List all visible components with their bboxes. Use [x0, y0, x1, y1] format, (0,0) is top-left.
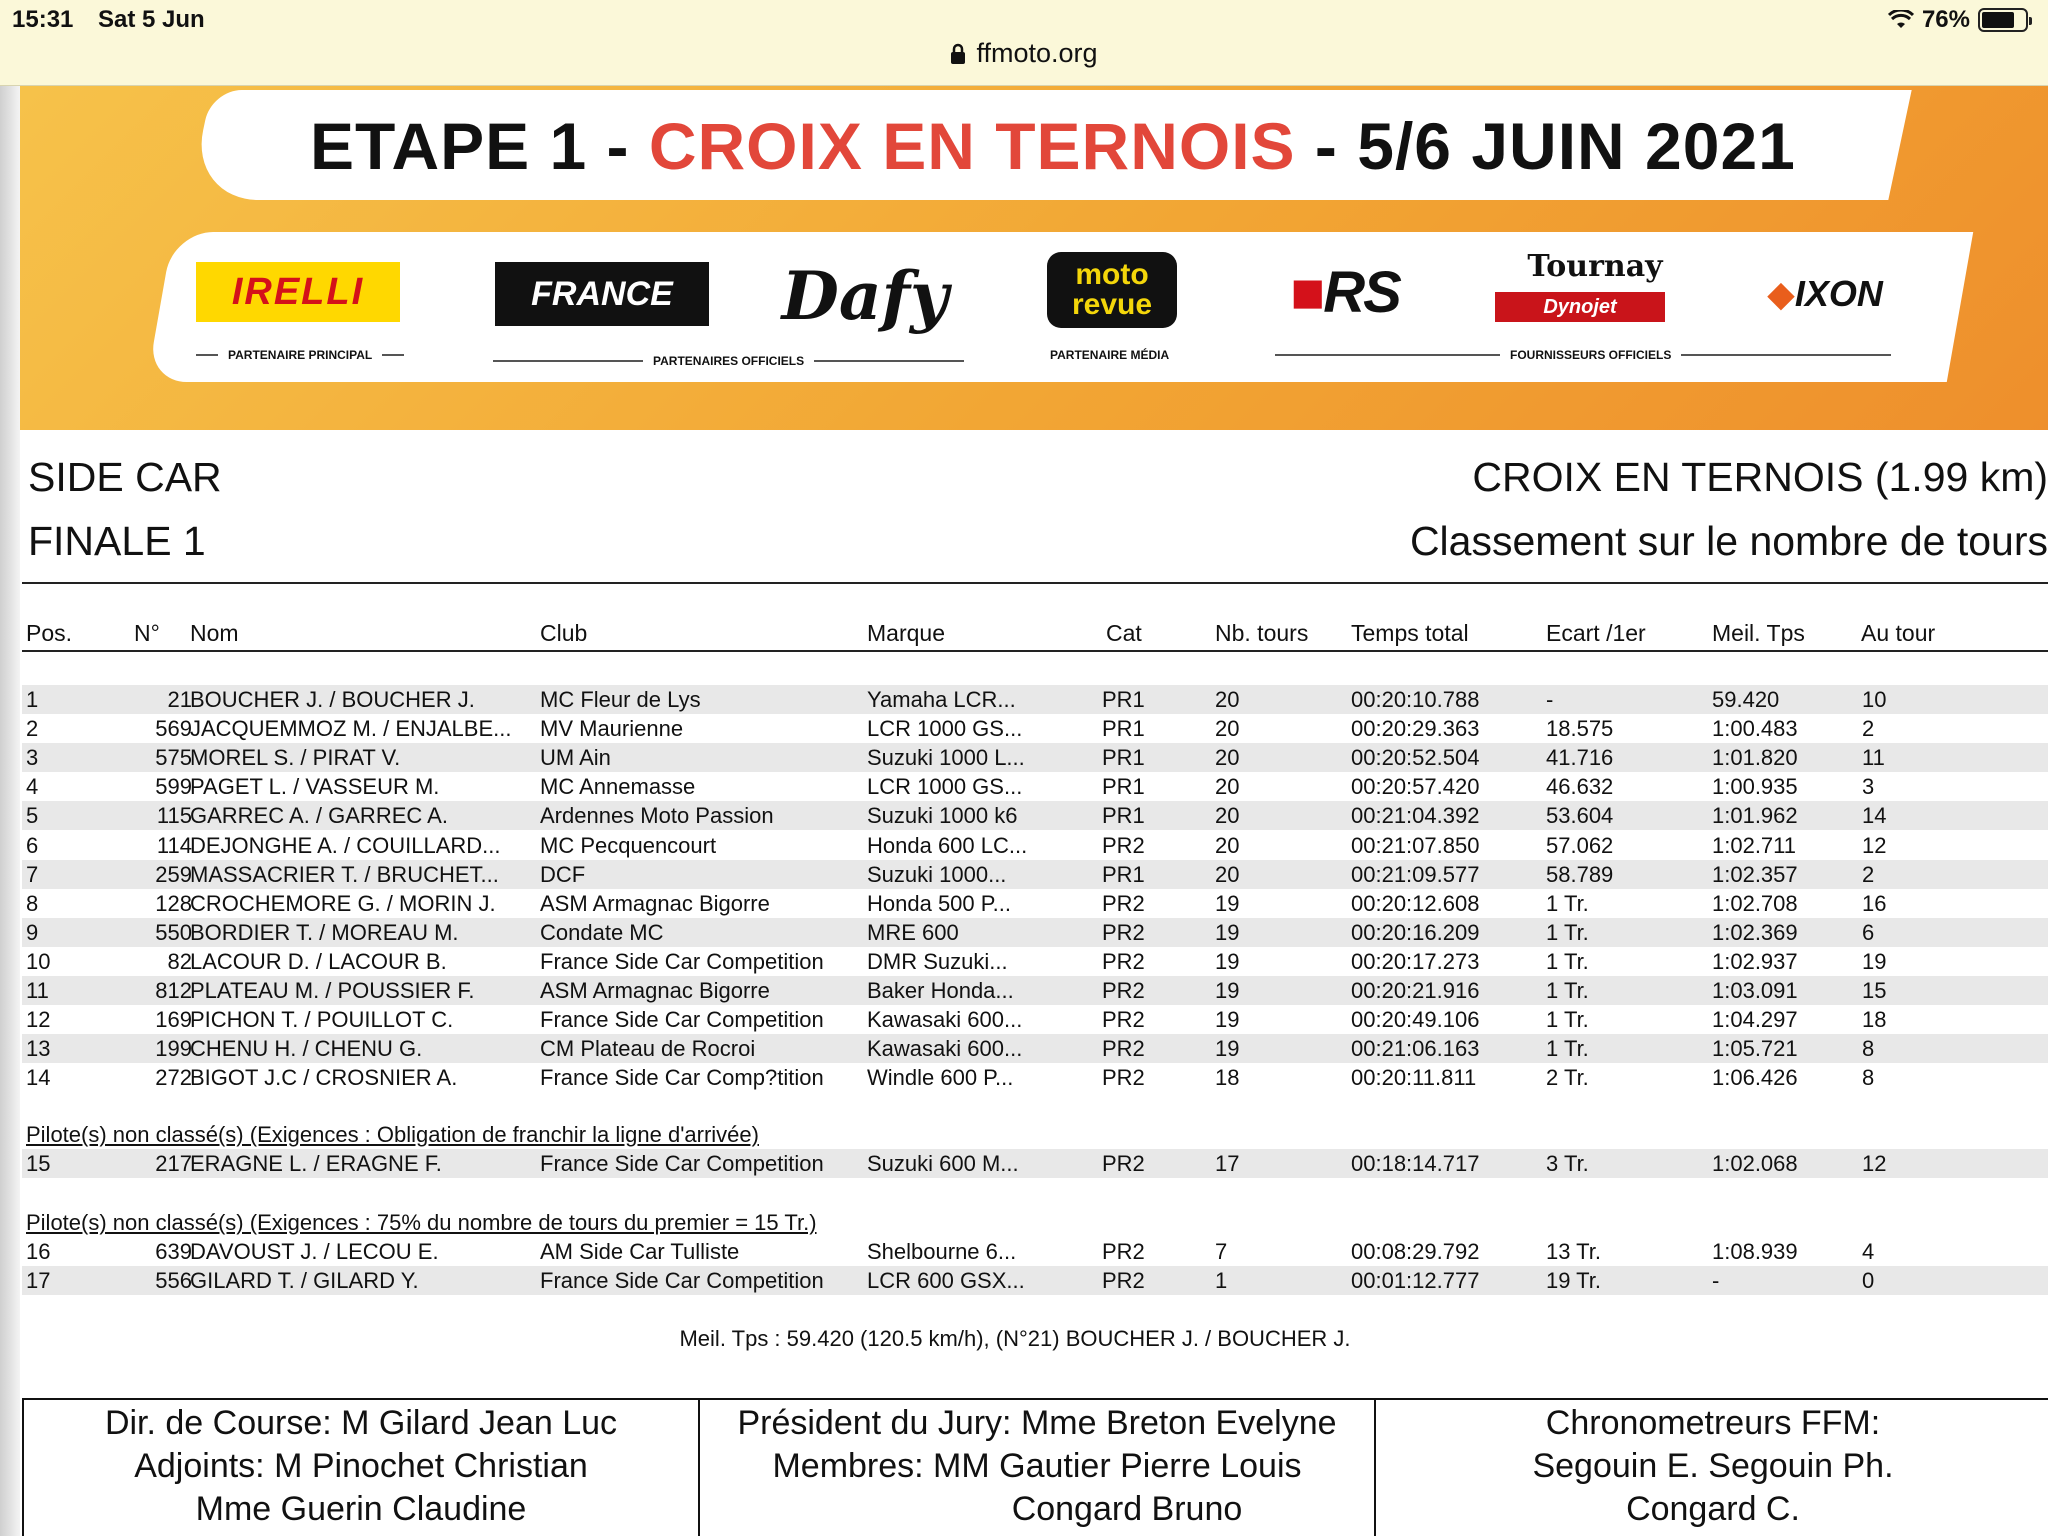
cell-cat: PR1 [1102, 774, 1145, 800]
cell-club: MC Annemasse [540, 774, 696, 800]
cell-ecart: 1 Tr. [1546, 978, 1589, 1003]
cell-nom: GILARD T. / GILARD Y. [190, 1268, 419, 1293]
rs-logo: ■ RS [1290, 259, 1400, 325]
cell-marque: Windle 600 P... [867, 1065, 1014, 1091]
cell-temps: 00:01:12.777 [1351, 1268, 1480, 1293]
cell-num: 21 [167, 687, 192, 712]
col-club: Club [540, 620, 588, 646]
col-tours: Nb. tours [1215, 620, 1309, 646]
cell-tours: 19 [1215, 1036, 1240, 1062]
address-bar[interactable] [0, 38, 2048, 69]
cell-marque: Suzuki 1000... [867, 861, 1007, 887]
france-equipement-logo: FRANCE [495, 262, 709, 326]
cell-cat: PR2 [1102, 919, 1145, 945]
cell-ecart: 19 Tr. [1546, 1268, 1602, 1293]
dynojet-logo: Dynojet [1495, 292, 1665, 322]
col-num: N° [134, 620, 160, 646]
event-banner [20, 86, 2048, 430]
cell-meil: 59.420 [1712, 687, 1780, 712]
cell-temps: 00:21:09.577 [1351, 861, 1480, 887]
col-temps: Temps total [1351, 620, 1469, 646]
table-row [22, 1034, 2048, 1063]
cell-au: 12 [1862, 832, 1887, 858]
cell-cat: PR1 [1102, 861, 1145, 887]
cell-num: 550 [155, 919, 192, 945]
cell-cat: PR2 [1102, 1239, 1145, 1264]
note-not-classified-2: Pilote(s) non classé(s) (Exigences : 75% du nombre de tours du premier = 15 Tr.) [26, 1210, 817, 1235]
dafy-logo: Dafy [781, 257, 949, 335]
cell-pos: 13 [26, 1036, 51, 1062]
cell-ecart: 1 Tr. [1546, 948, 1589, 974]
page-left-edge [0, 86, 20, 1536]
cell-cat: PR2 [1102, 1065, 1145, 1091]
cell-nom: ERAGNE L. / ERAGNE F. [190, 1151, 442, 1176]
caption-fournisseurs: FOURNISSEURS OFFICIELS [1275, 348, 1891, 362]
cell-num: 639 [155, 1239, 192, 1264]
cell-tours: 20 [1215, 687, 1240, 712]
cell-au: 15 [1862, 978, 1887, 1003]
cell-ecart: 2 Tr. [1546, 1065, 1589, 1091]
cell-ecart: 3 Tr. [1546, 1151, 1589, 1176]
table-row [22, 976, 2048, 1005]
cell-au: 12 [1862, 1151, 1887, 1176]
cell-tours: 20 [1215, 745, 1240, 771]
cell-pos: 2 [26, 716, 39, 742]
ixon-logo: ◆ IXON [1767, 273, 1883, 314]
cell-nom: BIGOT J.C / CROSNIER A. [190, 1065, 458, 1091]
cell-nom: PLATEAU M. / POUSSIER F. [190, 978, 475, 1003]
cell-meil: 1:00.935 [1712, 774, 1798, 800]
battery-percent: 76% [1921, 6, 1970, 33]
cell-meil: 1:02.711 [1712, 832, 1797, 858]
cell-pos: 6 [26, 832, 39, 858]
cell-marque: Suzuki 1000 k6 [867, 803, 1018, 829]
wifi-icon [1888, 10, 1914, 30]
cell-temps: 00:20:49.106 [1351, 1007, 1480, 1033]
cell-tours: 17 [1215, 1151, 1240, 1176]
cell-temps: 00:21:04.392 [1351, 803, 1480, 829]
cell-tours: 1 [1215, 1268, 1228, 1293]
cell-club: France Side Car Comp?tition [540, 1065, 824, 1091]
cell-pos: 7 [26, 861, 39, 887]
cell-tours: 20 [1215, 832, 1240, 858]
cell-nom: DEJONGHE A. / COUILLARD... [190, 832, 501, 858]
cell-pos: 12 [26, 1007, 51, 1033]
cell-tours: 18 [1215, 1065, 1240, 1091]
cell-pos: 1 [26, 687, 39, 712]
cell-club: France Side Car Competition [540, 1007, 824, 1033]
cell-meil: 1:05.721 [1712, 1036, 1798, 1062]
caption-principal: PARTENAIRE PRINCIPAL [196, 348, 404, 362]
cell-au: 8 [1862, 1065, 1875, 1091]
cell-num: 115 [156, 803, 192, 829]
cell-nom: PICHON T. / POUILLOT C. [190, 1007, 454, 1033]
cell-num: 114 [156, 832, 192, 858]
cell-nom: MOREL S. / PIRAT V. [190, 745, 401, 771]
col-marque: Marque [867, 620, 945, 646]
cell-marque: Shelbourne 6... [867, 1239, 1017, 1264]
cell-meil: 1:02.369 [1712, 919, 1798, 945]
cell-num: 556 [155, 1268, 192, 1293]
cell-pos: 15 [26, 1151, 51, 1176]
cell-cat: PR2 [1102, 1007, 1145, 1033]
cell-meil: 1:06.426 [1712, 1065, 1798, 1091]
cell-pos: 11 [26, 978, 49, 1003]
best-lap-summary: Meil. Tps : 59.420 (120.5 km/h), (N°21) BOUCHER J. / BOUCHER J. [679, 1326, 1351, 1351]
cell-ecart: 1 Tr. [1546, 1036, 1589, 1062]
cell-ecart: 1 Tr. [1546, 1007, 1589, 1033]
cell-au: 0 [1862, 1268, 1875, 1293]
pirelli-logo: IRELLI [196, 262, 400, 322]
cell-meil: 1:03.091 [1712, 978, 1798, 1003]
cell-num: 569 [155, 716, 192, 742]
col-nom: Nom [190, 620, 239, 646]
cell-marque: LCR 600 GSX... [867, 1268, 1025, 1293]
status-bar [0, 0, 2048, 86]
cell-au: 10 [1862, 687, 1887, 712]
cell-au: 18 [1862, 1007, 1887, 1033]
cell-tours: 20 [1215, 716, 1240, 742]
cell-club: France Side Car Competition [540, 1151, 824, 1176]
col-ecart: Ecart /1er [1546, 620, 1646, 646]
cell-meil: 1:04.297 [1712, 1007, 1798, 1033]
table-row [22, 685, 2048, 714]
cell-num: 128 [155, 890, 192, 916]
cell-num: 812 [155, 978, 192, 1003]
category-title: SIDE CAR [28, 454, 222, 500]
caption-media: PARTENAIRE MÉDIA [1050, 348, 1170, 362]
lock-icon [950, 43, 966, 65]
cell-au: 2 [1862, 716, 1875, 742]
cell-ecart: 53.604 [1546, 803, 1614, 829]
cell-marque: Kawasaki 600... [867, 1036, 1023, 1062]
cell-cat: PR1 [1102, 716, 1145, 742]
cell-club: CM Plateau de Rocroi [540, 1036, 756, 1062]
cell-temps: 00:20:57.420 [1351, 774, 1480, 800]
cell-tours: 7 [1215, 1239, 1228, 1264]
cell-nom: PAGET L. / VASSEUR M. [190, 774, 440, 800]
cell-pos: 8 [26, 890, 39, 916]
cell-meil: 1:02.937 [1712, 948, 1798, 974]
cell-temps: 00:18:14.717 [1351, 1151, 1480, 1176]
cell-temps: 00:08:29.792 [1351, 1239, 1480, 1264]
cell-meil: 1:01.820 [1712, 745, 1798, 771]
cell-ecart: 58.789 [1546, 861, 1614, 887]
cell-marque: Suzuki 600 M... [867, 1151, 1019, 1176]
cell-tours: 19 [1215, 890, 1240, 916]
cell-marque: MRE 600 [867, 919, 959, 945]
cell-nom: BORDIER T. / MOREAU M. [190, 919, 459, 945]
cell-tours: 20 [1215, 803, 1240, 829]
cell-pos: 17 [26, 1268, 51, 1293]
cell-ecart: 41.716 [1546, 745, 1614, 771]
cell-ecart: - [1546, 687, 1554, 712]
table-row [22, 772, 2048, 801]
cell-nom: CROCHEMORE G. / MORIN J. [190, 890, 496, 916]
col-au: Au tour [1861, 620, 1936, 646]
cell-cat: PR1 [1102, 803, 1145, 829]
officials-table [22, 1398, 2048, 1536]
cell-temps: 00:21:07.850 [1351, 832, 1480, 858]
table-row [22, 1063, 2048, 1092]
cell-ecart: 1 Tr. [1546, 890, 1589, 916]
cell-temps: 00:20:17.273 [1351, 948, 1480, 974]
table-row [22, 801, 2048, 830]
cell-cat: PR1 [1102, 687, 1145, 712]
cell-cat: PR2 [1102, 978, 1145, 1003]
cell-ecart: 13 Tr. [1546, 1239, 1602, 1264]
cell-marque: Honda 500 P... [867, 890, 1011, 916]
cell-temps: 00:21:06.163 [1351, 1036, 1480, 1062]
cell-num: 259 [155, 861, 192, 887]
url-text: ffmoto.org [976, 38, 1098, 68]
cell-nom: DAVOUST J. / LECOU E. [190, 1239, 439, 1264]
cell-au: 16 [1862, 890, 1887, 916]
cell-marque: Yamaha LCR... [867, 687, 1016, 712]
cell-temps: 00:20:29.363 [1351, 716, 1480, 742]
cell-nom: BOUCHER J. / BOUCHER J. [190, 687, 475, 712]
cell-club: ASM Armagnac Bigorre [540, 890, 770, 916]
table-row [22, 947, 2048, 976]
caption-officiels: PARTENAIRES OFFICIELS [493, 354, 964, 368]
table-row [22, 918, 2048, 947]
cell-num: 199 [155, 1036, 192, 1062]
header-rule [22, 650, 2048, 652]
cell-club: Condate MC [540, 919, 664, 945]
cell-ecart: 1 Tr. [1546, 919, 1589, 945]
table-row [22, 1237, 2048, 1266]
cell-pos: 5 [26, 803, 39, 829]
cell-marque: Suzuki 1000 L... [867, 745, 1025, 771]
cell-nom: JACQUEMMOZ M. / ENJALBE... [190, 716, 512, 742]
event-title [310, 108, 1796, 184]
title-stage: ETAPE 1 - [310, 109, 649, 183]
cell-meil: 1:02.357 [1712, 861, 1798, 887]
battery-icon [1978, 8, 2028, 32]
table-row [22, 889, 2048, 918]
cell-club: AM Side Car Tulliste [540, 1239, 740, 1264]
cell-ecart: 18.575 [1546, 716, 1614, 742]
cell-cat: PR1 [1102, 745, 1145, 771]
cell-meil: 1:02.068 [1712, 1151, 1798, 1176]
cell-temps: 00:20:11.811 [1351, 1065, 1477, 1091]
results-header [0, 620, 2048, 650]
officials-jury: Président du Jury: Mme Breton Evelyne Membres: MM Gautier Pierre Louis Congard Bruno [700, 1400, 1376, 1536]
moto-revue-logo: moto revue [1047, 252, 1177, 328]
table-row [22, 1149, 2048, 1178]
cell-nom: CHENU H. / CHENU G. [190, 1036, 423, 1062]
cell-pos: 4 [26, 774, 39, 800]
cell-pos: 10 [26, 948, 51, 974]
cell-tours: 19 [1215, 1007, 1240, 1033]
cell-meil: 1:08.939 [1712, 1239, 1798, 1264]
cell-tours: 20 [1215, 774, 1240, 800]
cell-temps: 00:20:52.504 [1351, 745, 1480, 771]
status-time: 15:31 [12, 6, 74, 33]
cell-cat: PR2 [1102, 832, 1145, 858]
race-title: FINALE 1 [28, 518, 206, 564]
cell-cat: PR2 [1102, 890, 1145, 916]
col-pos: Pos. [26, 620, 73, 646]
cell-temps: 00:20:16.209 [1351, 919, 1480, 945]
cell-num: 272 [155, 1065, 192, 1091]
cell-au: 11 [1862, 745, 1885, 771]
cell-tours: 19 [1215, 948, 1240, 974]
table-row [22, 714, 2048, 743]
cell-tours: 19 [1215, 919, 1240, 945]
ranking-title: Classement sur le nombre de tours [1409, 518, 2048, 564]
cell-club: MV Maurienne [540, 716, 684, 742]
cell-nom: MASSACRIER T. / BRUCHET... [190, 861, 499, 887]
cell-au: 2 [1862, 861, 1875, 887]
cell-club: ASM Armagnac Bigorre [540, 978, 770, 1003]
cell-num: 575 [155, 745, 192, 771]
table-row [22, 743, 2048, 772]
cell-pos: 14 [26, 1065, 51, 1091]
cell-num: 82 [167, 948, 192, 974]
cell-num: 599 [155, 774, 192, 800]
cell-marque: LCR 1000 GS... [867, 774, 1023, 800]
cell-tours: 20 [1215, 861, 1240, 887]
cell-cat: PR2 [1102, 1036, 1145, 1062]
cell-temps: 00:20:10.788 [1351, 687, 1480, 712]
cell-au: 4 [1862, 1239, 1875, 1264]
officials-course-direction: Dir. de Course: M Gilard Jean Luc Adjoints: M Pinochet Christian Mme Guerin Claudine [24, 1400, 700, 1536]
cell-club: DCF [540, 861, 586, 887]
cell-cat: PR2 [1102, 948, 1145, 974]
cell-num: 169 [155, 1007, 192, 1033]
col-meil: Meil. Tps [1712, 620, 1805, 646]
cell-club: MC Pecquencourt [540, 832, 717, 858]
officials-timekeepers: Chronometreurs FFM: Segouin E. Segouin Ph. Congard C. [1532, 1404, 1894, 1528]
cell-au: 6 [1862, 919, 1875, 945]
cell-meil: - [1712, 1268, 1720, 1293]
col-cat: Cat [1106, 620, 1142, 646]
tournay-logo: Tournay [1527, 248, 1663, 284]
cell-marque: Honda 600 LC... [867, 832, 1028, 858]
title-circuit: CROIX EN TERNOIS [648, 109, 1296, 183]
cell-club: UM Ain [540, 745, 611, 771]
cell-marque: Kawasaki 600... [867, 1007, 1023, 1033]
cell-au: 8 [1862, 1036, 1875, 1062]
cell-pos: 3 [26, 745, 39, 771]
table-row [22, 860, 2048, 889]
cell-au: 19 [1862, 948, 1887, 974]
cell-marque: Baker Honda... [867, 978, 1014, 1003]
cell-club: France Side Car Competition [540, 948, 824, 974]
cell-cat: PR2 [1102, 1268, 1145, 1293]
cell-au: 14 [1862, 803, 1887, 829]
cell-temps: 00:20:12.608 [1351, 890, 1480, 916]
cell-nom: GARREC A. / GARREC A. [190, 803, 448, 829]
cell-ecart: 46.632 [1546, 774, 1614, 800]
heading-rule [22, 582, 2048, 584]
title-date: - 5/6 JUIN 2021 [1295, 109, 1796, 183]
cell-tours: 19 [1215, 978, 1240, 1003]
cell-marque: LCR 1000 GS... [867, 716, 1023, 742]
cell-club: MC Fleur de Lys [540, 687, 701, 712]
cell-club: France Side Car Competition [540, 1268, 824, 1293]
cell-meil: 1:02.708 [1712, 890, 1798, 916]
cell-au: 3 [1862, 774, 1875, 800]
circuit-title: CROIX EN TERNOIS (1.99 km) [1472, 454, 2048, 500]
cell-meil: 1:00.483 [1712, 716, 1798, 742]
note-not-classified-1: Pilote(s) non classé(s) (Exigences : Obligation de franchir la ligne d'arrivée) [26, 1122, 759, 1147]
table-row [22, 1005, 2048, 1034]
cell-ecart: 57.062 [1546, 832, 1614, 858]
cell-marque: DMR Suzuki... [867, 948, 1008, 974]
cell-meil: 1:01.962 [1712, 803, 1798, 829]
cell-pos: 16 [26, 1239, 51, 1264]
cell-pos: 9 [26, 919, 39, 945]
table-row [22, 831, 2048, 860]
status-date: Sat 5 Jun [98, 6, 205, 33]
cell-cat: PR2 [1102, 1151, 1145, 1176]
cell-club: Ardennes Moto Passion [540, 803, 774, 829]
cell-nom: LACOUR D. / LACOUR B. [190, 948, 447, 974]
table-row [22, 1266, 2048, 1295]
cell-temps: 00:20:21.916 [1351, 978, 1480, 1003]
status-right [1888, 6, 2028, 34]
cell-num: 217 [155, 1151, 192, 1176]
